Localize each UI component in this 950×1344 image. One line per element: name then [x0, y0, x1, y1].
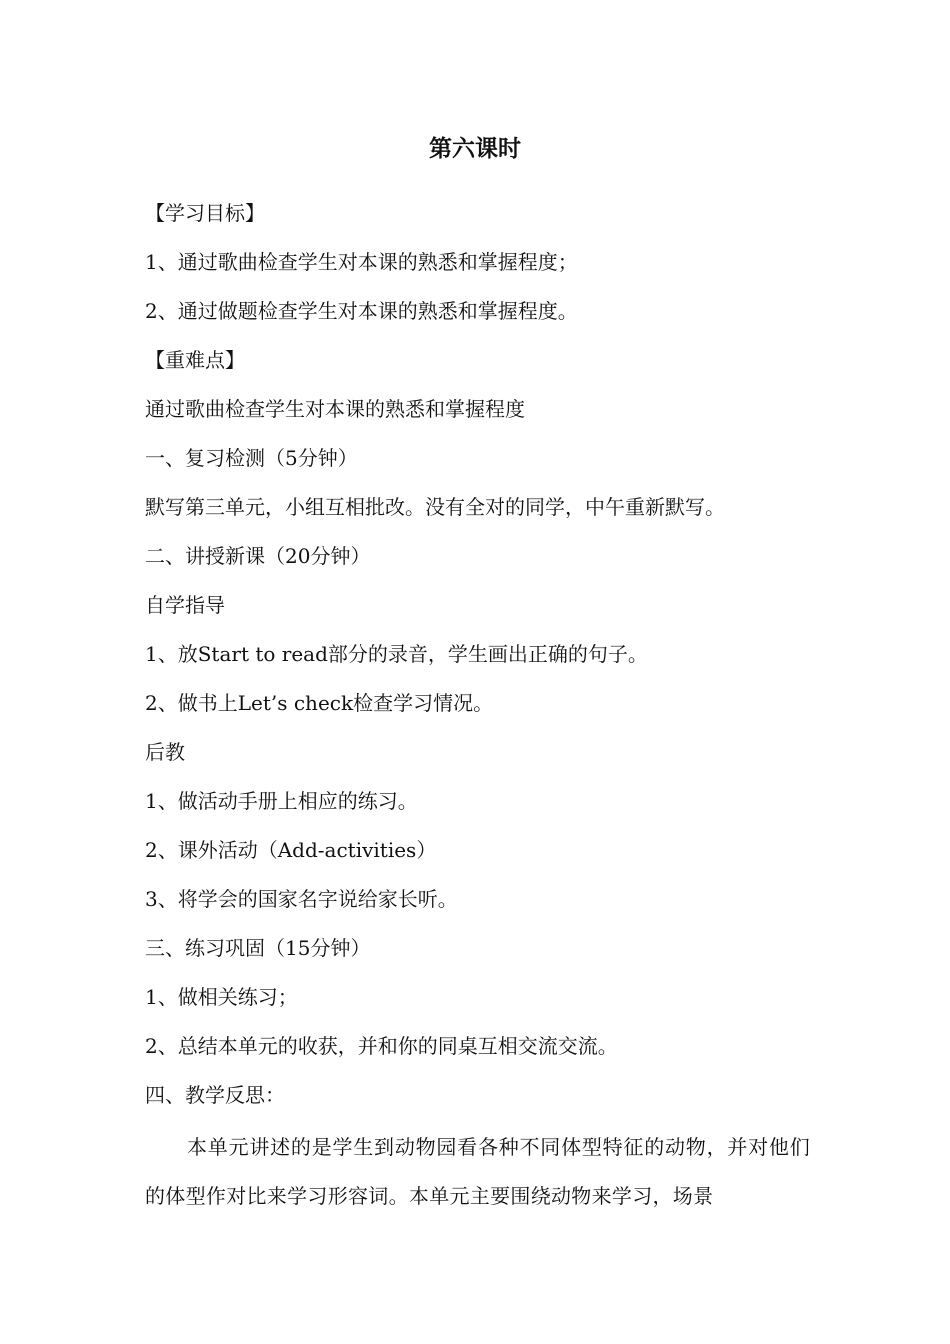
objective-item: 2、通过做题检查学生对本课的熟悉和掌握程度。: [145, 299, 578, 323]
section-heading-practice: 三、练习巩固（15分钟）: [145, 936, 371, 960]
section-heading-review: 一、复习检测（5分钟）: [145, 446, 358, 470]
self-study-item: 2、做书上Let’s check检查学习情况。: [145, 691, 494, 715]
section-heading-objectives: 【学习目标】: [145, 201, 265, 225]
practice-item: 1、做相关练习；: [145, 985, 298, 1009]
section-heading-key-points: 【重难点】: [145, 348, 245, 372]
teach-item: 1、做活动手册上相应的练习。: [145, 789, 418, 813]
review-text: 默写第三单元，小组互相批改。没有全对的同学，中午重新默写。: [145, 495, 725, 519]
subheading-teach: 后教: [145, 740, 185, 764]
lesson-content: [145, 197, 810, 1128]
key-point-text: 通过歌曲检查学生对本课的熟悉和掌握程度: [145, 397, 525, 421]
self-study-item: 1、放Start to read部分的录音，学生画出正确的句子。: [145, 642, 648, 666]
objective-item: 1、通过歌曲检查学生对本课的熟悉和掌握程度；: [145, 250, 578, 274]
page-title: 第六课时: [429, 135, 521, 162]
section-heading-reflection: 四、教学反思：: [145, 1083, 285, 1107]
section-heading-new-lesson: 二、讲授新课（20分钟）: [145, 544, 371, 568]
practice-item: 2、总结本单元的收获，并和你的同桌互相交流交流。: [145, 1034, 618, 1058]
subheading-self-study: 自学指导: [145, 593, 225, 617]
teach-item: 3、将学会的国家名字说给家长听。: [145, 887, 458, 911]
teach-item: 2、课外活动（Add-activities）: [145, 838, 437, 862]
reflection-paragraph: 本单元讲述的是学生到动物园看各种不同体型特征的动物，并对他们的体型作对比来学习形容词。本单元主要围绕动物来学习，场景: [145, 1135, 810, 1208]
